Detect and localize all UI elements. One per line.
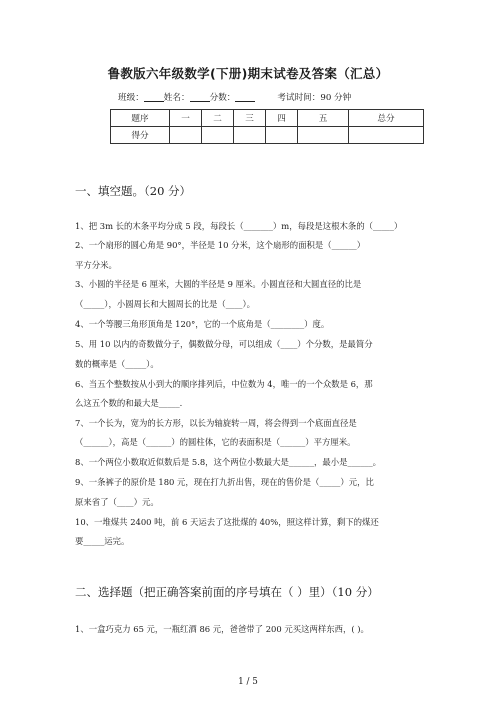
section1-heading: 一、填空题。（20 分）: [75, 184, 192, 198]
question-line: 4、一个等腰三角形顶角是 120°，它的一个底角是（________）度。: [75, 319, 330, 329]
question-line: 9、一条裤子的原价是 180 元，现在打九折出售，现在的售价是（_____）元，比: [75, 477, 374, 487]
score-table-header-row: [111, 110, 424, 127]
table-cell: 一: [170, 110, 202, 127]
question-line: 10、一堆煤共 2400 吨，前 6 天运去了这批煤的 40%，照这样计算，剩下的煤还: [75, 517, 379, 527]
table-cell: 二: [202, 110, 234, 127]
question-line: 3、小圆的半径是 6 厘米，大圆的半径是 9 厘米。小圆直径和大圆直径的比是: [75, 279, 362, 289]
score-table-score-row: [111, 127, 424, 144]
question-line: （_____），小圆周长和大圆周长的比是（____）。: [75, 299, 256, 309]
score-label: 分数：: [209, 93, 236, 103]
student-info-line: [118, 91, 351, 103]
table-cell: 三: [234, 110, 266, 127]
question-line: 么这五个数的和最大是_____.: [75, 398, 183, 408]
section2-heading: 二、选择题（把正确答案前面的序号填在（ ）里）（10 分）: [75, 585, 379, 599]
score-entry-cell[interactable]: [234, 127, 266, 144]
name-label: 姓名：: [163, 93, 190, 103]
name-blank: [190, 92, 210, 102]
question-line: 要_____运完。: [75, 536, 130, 546]
score-entry-cell[interactable]: [298, 127, 349, 144]
question-line: 1、一盒巧克力 65 元，一瓶红酒 86 元，爸爸带了 200 元买这两样东西，( )。: [75, 624, 369, 634]
exam-title: 鲁教版六年级数学(下册)期末试卷及答案（汇总）: [107, 66, 389, 81]
class-label: 班级：: [118, 93, 144, 103]
score-entry-cell[interactable]: [349, 127, 424, 144]
question-line: 5、用 10 以内的奇数做分子，偶数做分母，可以组成（____）个分数，是最简分: [75, 339, 373, 349]
question-line: 6、当五个整数按从小到大的顺序排列后，中位数为 4，唯一的一个众数是 6，那: [75, 379, 373, 389]
question-line: 原来省了（____）元。: [75, 497, 159, 507]
class-blank: [144, 92, 164, 102]
score-entry-cell[interactable]: [202, 127, 234, 144]
page-number: 1 / 5: [238, 677, 258, 687]
question-line: （______），高是（______）的圆柱体，它的表面积是（______）平方厘米。: [75, 437, 356, 447]
table-cell: 总分: [349, 110, 424, 127]
score-entry-cell[interactable]: [170, 127, 202, 144]
question-line: 数的概率是（_____）。: [75, 359, 159, 369]
question-line: 1、把 3m 长的木条平均分成 5 段，每段长（_______）m，每段是这根木条的（_____）: [75, 221, 403, 231]
time-label: 考试时间：90 分钟: [277, 93, 352, 103]
question-line: 平方分米。: [75, 260, 117, 270]
score-blank: [235, 92, 255, 102]
question-line: 7、一个长为，宽为的长方形，以长为轴旋转一周，将会得到一个底面直径是: [75, 418, 357, 428]
question-line: 8、一个两位小数取近似数后是 5.8，这个两位小数最大是______，最小是______。: [75, 457, 382, 467]
table-cell: 四: [266, 110, 298, 127]
table-cell: 题序: [111, 110, 170, 127]
score-entry-cell[interactable]: [266, 127, 298, 144]
question-line: 2、一个扇形的圆心角是 90°，半径是 10 分米，这个扇形的面积是（______）: [75, 240, 366, 250]
table-cell: 五: [298, 110, 349, 127]
table-cell: 得分: [111, 127, 170, 144]
score-table: [110, 109, 424, 144]
